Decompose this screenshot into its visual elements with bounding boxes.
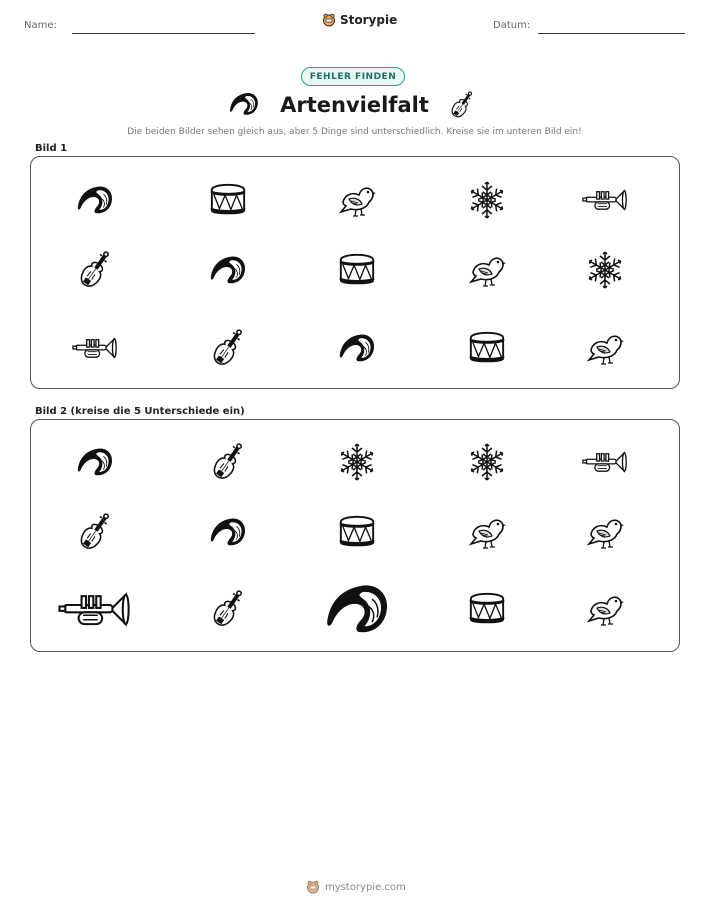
violin-icon [449, 89, 475, 121]
violin-icon [210, 440, 246, 484]
bird-icon [466, 252, 508, 288]
drum-icon [468, 327, 506, 369]
trumpet-icon [582, 448, 628, 476]
drum-icon [209, 179, 247, 221]
instructions: Die beiden Bilder sehen gleich aus, aber 5 Dinge sind unterschiedlich. Kreise sie im unteren Bild ein! [127, 127, 582, 137]
logo-text: Storypie [340, 13, 398, 27]
snowflake-icon [337, 442, 377, 482]
trumpet-icon [58, 587, 132, 632]
bird-icon [584, 591, 626, 627]
trumpet-icon [72, 334, 118, 362]
bird-icon [336, 182, 378, 218]
violin-icon [77, 510, 113, 554]
date-label: Datum: [493, 20, 531, 31]
storypie-logo [322, 13, 397, 27]
trumpet-icon [582, 186, 628, 214]
drum-icon [338, 249, 376, 291]
toucan-beak-icon [76, 446, 114, 478]
snowflake-icon [585, 250, 625, 290]
category-badge: FEHLER FINDEN [301, 67, 405, 86]
violin-icon [210, 587, 246, 631]
bird-icon [584, 514, 626, 550]
storypie-mascot-icon [306, 880, 320, 894]
storypie-mascot-icon [322, 13, 336, 27]
violin-icon [210, 326, 246, 370]
toucan-beak-icon [209, 516, 247, 548]
footer [306, 880, 406, 894]
picture1-label: Bild 1 [35, 143, 68, 154]
snowflake-icon [467, 180, 507, 220]
toucan-beak-icon [209, 254, 247, 286]
name-label: Name: [24, 20, 57, 31]
toucan-beak-icon [324, 581, 391, 637]
name-field[interactable] [72, 33, 255, 34]
date-field[interactable] [538, 33, 685, 34]
toucan-beak-icon [338, 332, 376, 364]
drum-icon [468, 588, 506, 630]
footer-url[interactable]: mystorypie.com [325, 881, 406, 893]
drum-icon [338, 511, 376, 553]
snowflake-icon [467, 442, 507, 482]
bird-icon [466, 514, 508, 550]
bird-icon [584, 330, 626, 366]
toucan-beak-icon [76, 184, 114, 216]
page-title: Artenvielfalt [280, 93, 429, 117]
picture2-label: Bild 2 (kreise die 5 Unterschiede ein) [35, 406, 245, 417]
violin-icon [77, 248, 113, 292]
